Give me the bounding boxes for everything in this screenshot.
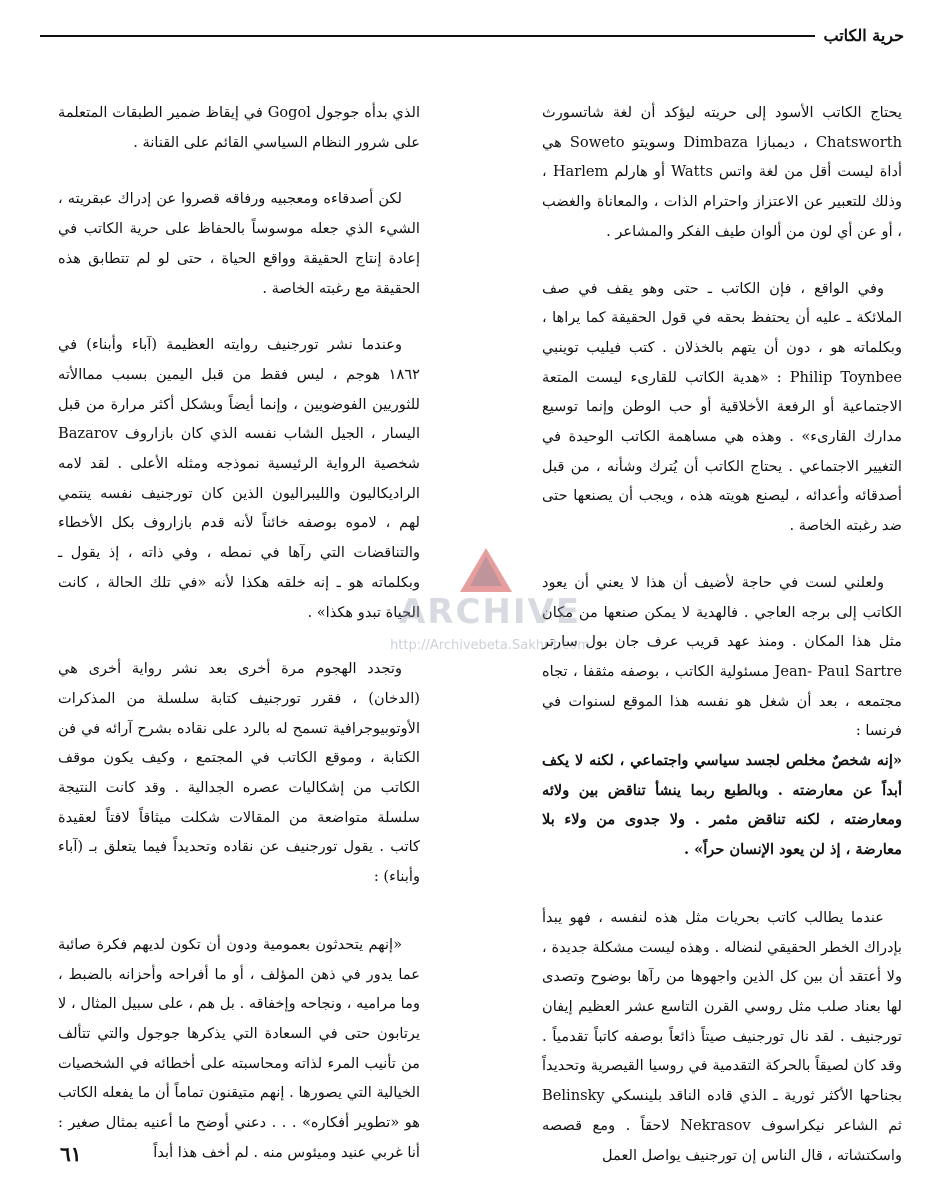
right-column xyxy=(542,98,902,1197)
paragraph: ولعلني لست في حاجة لأضيف أن هذا لا يعني أن يعود الكاتب إلى برجه العاجي . فالهدية لا يمكن صنعها من مكان مثل هذا المكان . ومنذ عهد قريب عرف جان بول سارتر Jean- Paul Sartre مسئولية الكاتب ، بوصفه مثقفا ، تجاه مجتمعه ، بعد أن شغل هو نفسه هذا الموقع لسنوات في فرنسا : xyxy=(542,573,902,740)
block-quote: «إنهم يتحدثون بعمومية ودون أن تكون لديهم فكرة صائبة عما يدور في ذهن المؤلف ، أو ما أفراحه وأحزانه بالضبط ، وما مراميه ، ونجاحه وإخفاقه . بل هم ، على سبيل المثال ، لا يرتابون حتى في السعادة التي يذكرها جوجول والتي تتألف من تأنيب المرء لذاته ومحاسبته على أخطائه في الشخصيات الخيالية التي يصورها . إنهم متيقنون تماماً أن ما يفعله الكاتب هو «تطوير أفكاره» . . . دعني أوضح ما أعنيه بمثال صغير : أنا غربي عنيد وميئوس منه . لم أخف هذا أبداً xyxy=(58,935,420,1161)
paragraph: لكن أصدقاءه ومعجبيه ورفاقه قصروا عن إدراك عبقريته ، الشيء الذي جعله موسوساً بالحفاظ على حرية الكاتب في إعادة إنتاج الحقيقة وواقع الحياة ، حتى لو لم تتطابق هذه الحقيقة مع رغبته الخاصة . xyxy=(58,190,420,297)
watermark-logo-inner-icon xyxy=(470,556,502,586)
paragraph: وعندما نشر تورجنيف روايته العظيمة (آباء وأبناء) في ١٨٦٢ هوجم ، ليس فقط من قبل اليمين بسبب مماالأته للثوريين الفوضويين ، وإنما أيضاً وبشكل أكثر مرارة من قبل اليسار ، الجيل الشاب نفسه الذي كان بازاروف Bazarov شخصية الرواية الرئيسية نموذجه ومثله الأعلى . لقد لامه الراديكاليون والليبراليون الذين كان تورجنيف نفسه ينتمي لهم ، لاموه بوصفه خائناً لأنه قدم بازاروف بكل الأخطاء والتناقضات التي رآها في نمطه ، وفي ذاته ، إذ يقول ـ وبكلماته هو ـ إنه خلقه هكذا لأنه «في تلك الحالة ، كانت الحياة تبدو هكذا» . xyxy=(58,336,420,621)
block-quote: «إنه شخصٌ مخلص لجسد سياسي واجتماعي ، لكنه لا يكف أبداً عن معارضته . وبالطبع ربما ينشأ تناقض بين ولائه ومعارضته ، لكنه تناقض مثمر . ولا جدوى من ولاء بلا معارضة ، إذ لن يعود الإنسان حراً» . xyxy=(542,752,902,859)
paragraph: الذي بدأه جوجول Gogol في إيقاظ ضمير الطبقات المتعلمة على شرور النظام السياسي القائم على القنانة . xyxy=(58,104,421,151)
paragraph: يحتاج الكاتب الأسود إلى حريته ليؤكد أن لغة شاتسورث Chatsworth ، ديمبازا Dimbaza وسويتو Soweto هي أداة ليست أقل من لغة واتس Watts أو هارلم Harlem ، وذلك للتعبير عن الاعتزاز واحترام الذات ، والمعاناة والغضب ، أو عن أي لون من ألوان طيف الفكر والمشاعر . xyxy=(542,104,903,240)
paragraph: وفي الواقع ، فإن الكاتب ـ حتى وهو يقف في صف الملائكة ـ عليه أن يحتفظ بحقه في قول الحقيقة كما يراها ، وبكلماته هو ، دون أن يتهم بالخذلان . كتب فيليب توينبي Philip Toynbee : «هدية الكاتب للقارىء ليست المتعة الاجتماعية أو الرفعة الأخلاقية أو حب الوطن وإنما توسيع مدارك القارىء» . وهذه هي مساهمة الكاتب الوحيدة في التغيير الاجتماعي . يحتاج الكاتب أن يُترك وشأنه ، من قبل أصدقائه وأعدائه ، ليصنع هويته هذه ، ويجب أن يصنعها حتى ضد رغبته الخاصة . xyxy=(542,279,902,535)
running-header xyxy=(40,22,904,48)
watermark-url: http://Archivebeta.Sakhrit.com xyxy=(390,638,590,653)
running-header-title: حرية الكاتب xyxy=(823,25,904,45)
page-number: ٦١ xyxy=(60,1142,82,1166)
watermark-text: ARCHIVE xyxy=(398,592,582,632)
left-column xyxy=(58,98,420,1195)
paragraph: وتجدد الهجوم مرة أخرى بعد نشر رواية أخرى هي (الدخان) ، فقرر تورجنيف كتابة سلسلة من المذكرات الأوتوبيوجرافية تسمح له بالرد على نقاده بشرح آرائه في فن الكتابة ، وموقع الكاتب في المجتمع ، وكيف يكون موقف الكاتب من إشكاليات عصره الجدالية . وقد كانت النتيجة سلسلة متواضعة من المقالات شكلت ميثاقاً لافتاً لعقيدة كاتب . يقول تورجنيف عن نقاده وتحديداً فيما يتعلق بـ (آباء وأبناء) : xyxy=(58,660,420,886)
watermark-logo-icon xyxy=(460,548,512,592)
header-rule xyxy=(40,35,815,37)
paragraph: عندما يطالب كاتب بحريات مثل هذه لنفسه ، فهو يبدأ بإدراك الخطر الحقيقي لنضاله . وهذه ليست مشكلة جديدة ، ولا أعتقد أن بين كل الذين واجهوها من رآها بوضوح وتصدى لها بعناد صلب مثل روسي القرن التاسع عشر العظيم إيفان تورجنيف . لقد نال تورجنيف صيتاً ذائعاً بوصفه كاتباً تقدمياً . وقد كان لصيقاً بالحركة التقدمية في روسيا القيصرية وتحديداً بجناحها الأكثر ثورية ـ الذي قاده الناقد بلينسكي Belinsky ثم الشاعر نيكراسوف Nekrasov لاحقاً . ومع قصصه واسكتشاته ، قال الناس إن تورجنيف يواصل العمل xyxy=(542,908,902,1164)
